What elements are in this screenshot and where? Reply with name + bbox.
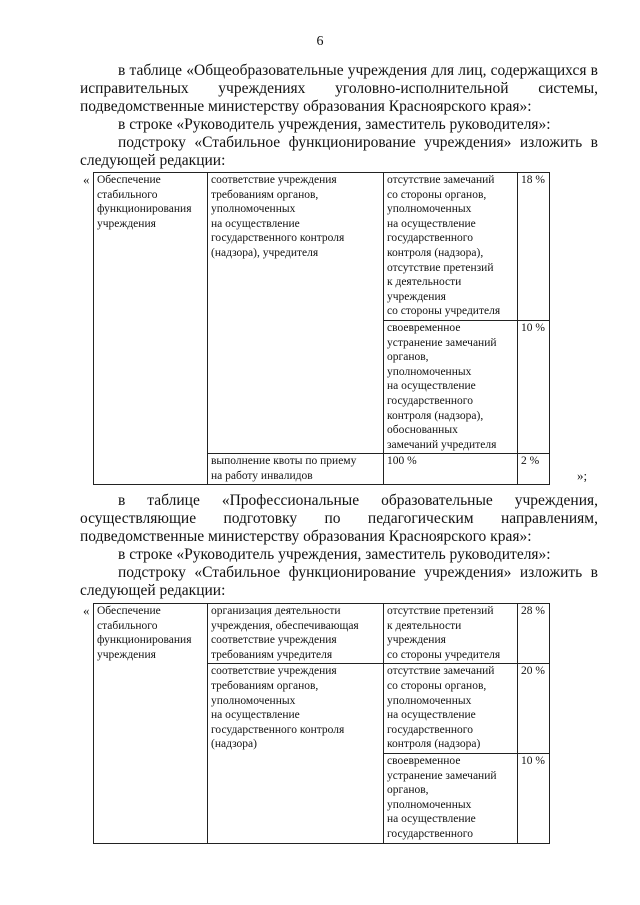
table-cell-value: 28 % [518, 604, 550, 664]
opening-quote: « [83, 603, 90, 618]
paragraph-table2-intro: в таблице «Профессиональные образовательные учреждения, осуществляющие подготовку по педагогическим направлениям, подведомственные министерству образования Красноярского края»: [80, 492, 598, 545]
closing-quote: »; [577, 468, 588, 483]
table-cell-criterion: соответствие учреждения требованиям органов, уполномоченных на осуществление государственного контроля (надзора), учредителя [208, 173, 384, 454]
paragraph-table2-subrow: подстроку «Стабильное функционирование учреждения» изложить в следующей редакции: [80, 564, 598, 599]
opening-quote: « [83, 172, 90, 187]
paragraph-table1-intro: в таблице «Общеобразовательные учреждения для лиц, содержащихся в исправительных учреждениях уголовно-исполнительной системы, подведомственные министерству образования Красноярского края»: [80, 62, 598, 115]
table-row [94, 604, 550, 664]
page-number: 6 [316, 34, 324, 49]
table-cell-condition: своевременное устранение замечаний органов, уполномоченных на осуществление государственного контроля (надзора), обоснованных замечаний учредителя [384, 320, 518, 453]
table-cell-value: 10 % [518, 753, 550, 843]
table2 [93, 603, 550, 844]
paragraph-table2-row: в строке «Руководитель учреждения, заместитель руководителя»: [118, 546, 551, 563]
table-cell-value: 18 % [518, 173, 550, 321]
table-cell-condition: своевременное устранение замечаний органов, уполномоченных на осуществление государственного [384, 753, 518, 843]
table-cell-criterion: соответствие учреждения требованиям органов, уполномоченных на осуществление государственного контроля (надзора) [208, 664, 384, 843]
table-cell-condition: отсутствие претензий к деятельности учреждения со стороны учредителя [384, 604, 518, 664]
table-cell-condition: 100 % [384, 454, 518, 485]
table-cell-condition: отсутствие замечаний со стороны органов, уполномоченных на осуществление государственного контроля (надзора) [384, 664, 518, 754]
table-cell-criterion: организация деятельности учреждения, обеспечивающая соответствие учреждения требованиям учредителя [208, 604, 384, 664]
paragraph-table1-row: в строке «Руководитель учреждения, заместитель руководителя»: [118, 116, 551, 133]
table-cell-criterion: выполнение квоты по приему на работу инвалидов [208, 454, 384, 485]
paragraph-table1-subrow: подстроку «Стабильное функционирование учреждения» изложить в следующей редакции: [80, 134, 598, 169]
table-cell-indicator: Обеспечение стабильного функционирования учреждения [94, 604, 208, 844]
table1 [93, 172, 550, 485]
table-row [94, 173, 550, 321]
table-cell-value: 2 % [518, 454, 550, 485]
table-cell-value: 10 % [518, 320, 550, 453]
table-cell-indicator: Обеспечение стабильного функционирования учреждения [94, 173, 208, 485]
table-cell-condition: отсутствие замечаний со стороны органов, уполномоченных на осуществление государственного контроля (надзора), отсутствие претензий к деятельности учреждения со стороны учредителя [384, 173, 518, 321]
table-cell-value: 20 % [518, 664, 550, 754]
